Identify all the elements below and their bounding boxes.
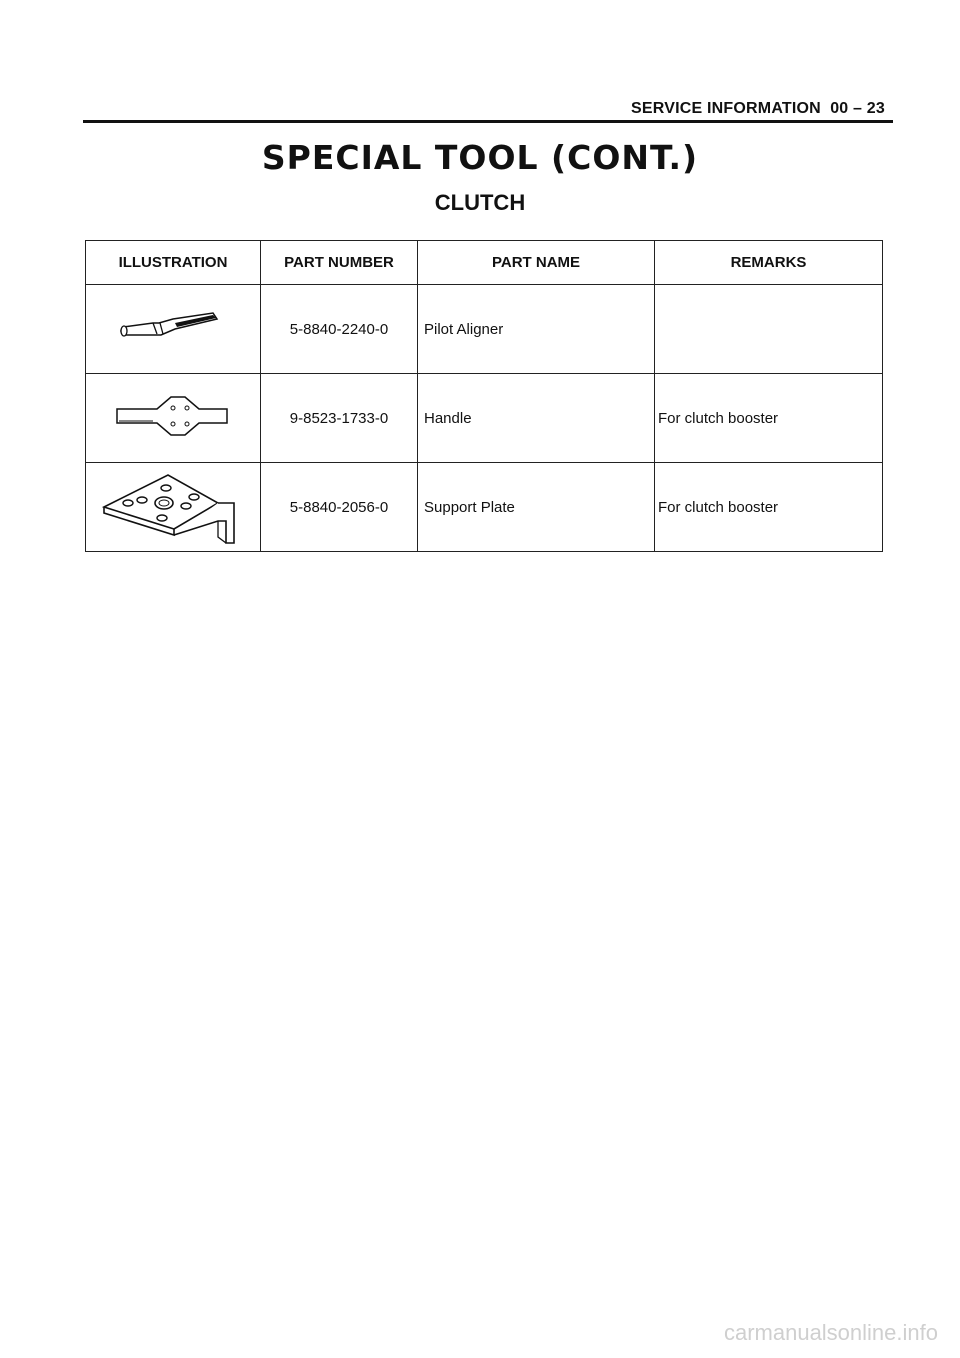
remarks-cell: For clutch booster (655, 463, 883, 552)
footer-watermark: carmanualsonline.info (723, 1320, 938, 1345)
remarks-cell (655, 285, 883, 374)
part-name-cell: Pilot Aligner (418, 285, 655, 374)
special-tool-table (85, 240, 883, 552)
illustration-cell (86, 463, 261, 552)
remarks-cell: For clutch booster (655, 374, 883, 463)
handle-icon (113, 393, 233, 443)
page-title: SPECIAL TOOL (CONT.) (261, 138, 699, 177)
header-divider (83, 120, 893, 123)
header-page-number: 00 – 23 (830, 100, 885, 117)
column-header-illustration: ILLUSTRATION (86, 241, 261, 285)
support-plate-icon (98, 467, 248, 547)
illustration-cell (86, 374, 261, 463)
table-header-row (86, 241, 883, 285)
part-name-cell: Support Plate (418, 463, 655, 552)
section-subtitle: CLUTCH (434, 190, 526, 215)
part-number-cell: 5-8840-2056-0 (261, 463, 418, 552)
column-header-remarks: REMARKS (655, 241, 883, 285)
illustration-cell (86, 285, 261, 374)
part-number-cell: 9-8523-1733-0 (261, 374, 418, 463)
part-name-cell: Handle (418, 374, 655, 463)
part-number-cell: 5-8840-2240-0 (261, 285, 418, 374)
page-header (631, 100, 885, 118)
column-header-part-name: PART NAME (418, 241, 655, 285)
pilot-aligner-icon (113, 309, 233, 349)
column-header-part-number: PART NUMBER (261, 241, 418, 285)
table-row (86, 374, 883, 463)
table-row (86, 463, 883, 552)
header-section: SERVICE INFORMATION (631, 100, 821, 117)
table-row (86, 285, 883, 374)
